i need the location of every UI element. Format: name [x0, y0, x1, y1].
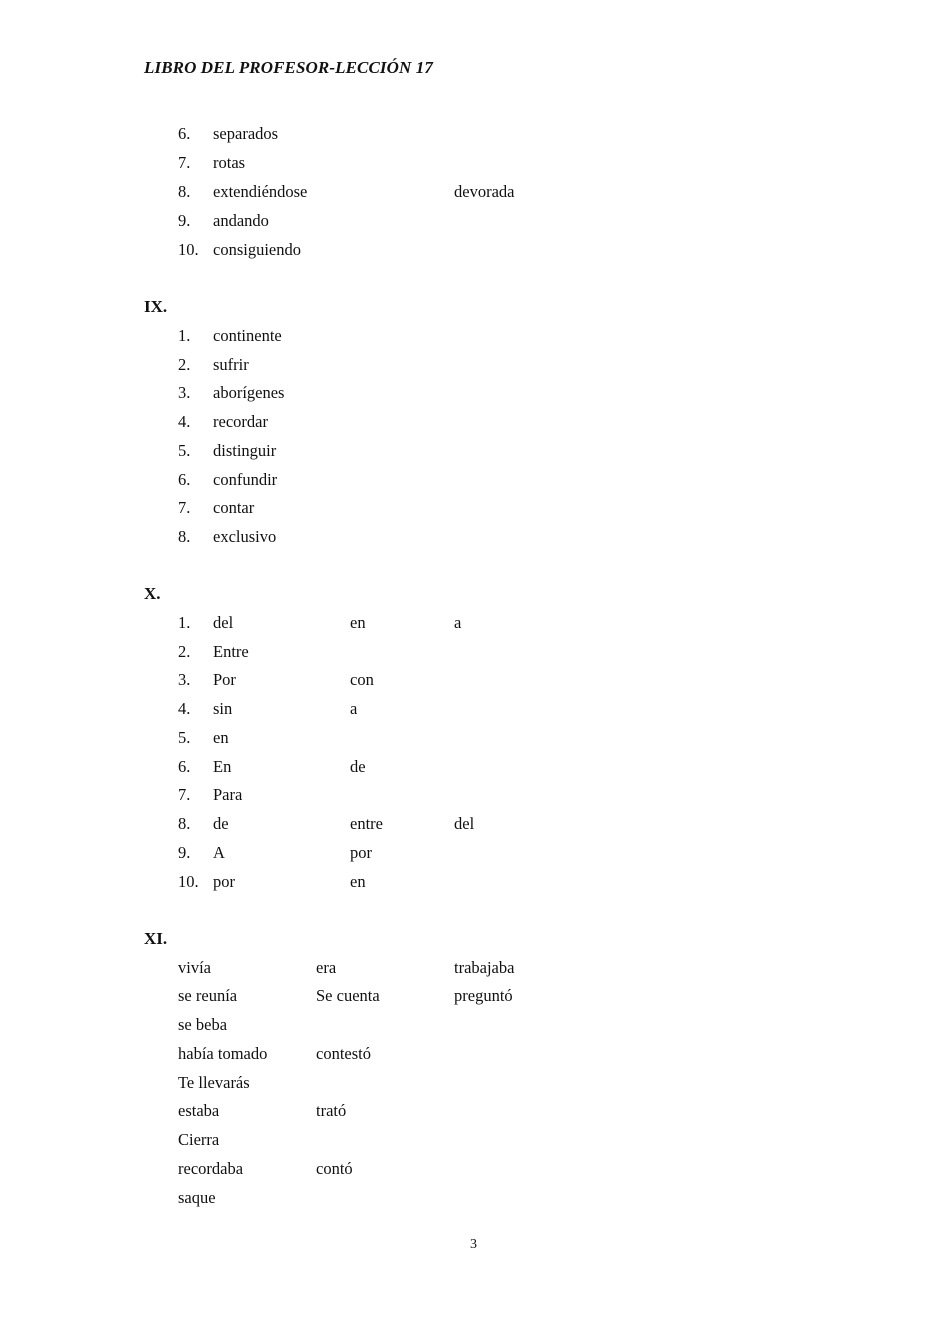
item-number: 7.: [178, 785, 191, 804]
item-number: 7.: [178, 153, 191, 172]
verb-answer-1: se beba: [178, 1015, 228, 1034]
item-number: 4.: [178, 412, 191, 431]
section-xi-label: XI.: [144, 929, 168, 948]
item-answer: A: [213, 843, 225, 862]
item-number: 10.: [178, 872, 199, 891]
item-answer-2: por: [350, 843, 372, 862]
item-number: 2.: [178, 642, 191, 661]
item-number: 6.: [178, 757, 191, 776]
section-ix-label: IX.: [144, 297, 168, 316]
item-answer: en: [213, 728, 229, 747]
item-answer: Entre: [213, 642, 249, 661]
item-answer-2: en: [350, 613, 366, 632]
verb-answer-1: saque: [178, 1188, 216, 1207]
item-number: 3.: [178, 383, 191, 402]
item-number: 8.: [178, 814, 191, 833]
item-number: 2.: [178, 355, 191, 374]
item-answer: recordar: [213, 412, 268, 431]
item-answer: contar: [213, 498, 255, 517]
item-answer: de: [213, 814, 229, 833]
item-answer: consiguiendo: [213, 240, 301, 259]
item-number: 6.: [178, 470, 191, 489]
verb-answer-1: Cierra: [178, 1130, 220, 1149]
item-answer: sin: [213, 699, 233, 718]
item-number: 10.: [178, 240, 199, 259]
verb-answer-2: era: [316, 958, 337, 977]
verb-answer-2: contestó: [316, 1044, 371, 1063]
item-answer: En: [213, 757, 232, 776]
item-answer: continente: [213, 326, 282, 345]
verb-answer-2: Se cuenta: [316, 986, 380, 1005]
item-answer-3: del: [454, 814, 475, 833]
item-answer: exclusivo: [213, 527, 277, 546]
item-number: 1.: [178, 613, 191, 632]
section-x-label: X.: [144, 584, 161, 603]
item-answer-2: entre: [350, 814, 383, 833]
item-number: 8.: [178, 527, 191, 546]
item-number: 9.: [178, 843, 191, 862]
item-number: 9.: [178, 211, 191, 230]
item-number: 6.: [178, 124, 191, 143]
item-number: 3.: [178, 670, 191, 689]
item-answer-secondary: devorada: [454, 182, 515, 201]
verb-answer-1: se reunía: [178, 986, 238, 1005]
item-answer: confundir: [213, 470, 278, 489]
page-number: 3: [470, 1237, 477, 1252]
item-answer: del: [213, 613, 234, 632]
item-answer: rotas: [213, 153, 246, 172]
item-answer: extendiéndose: [213, 182, 308, 201]
verb-answer-1: estaba: [178, 1101, 220, 1120]
item-answer-2: de: [350, 757, 366, 776]
item-answer: separados: [213, 124, 279, 143]
verb-answer-1: había tomado: [178, 1044, 268, 1063]
item-answer-2: en: [350, 872, 366, 891]
verb-answer-3: preguntó: [454, 986, 513, 1005]
verb-answer-3: trabajaba: [454, 958, 515, 977]
item-number: 5.: [178, 441, 191, 460]
item-number: 5.: [178, 728, 191, 747]
item-answer: Para: [213, 785, 243, 804]
item-number: 7.: [178, 498, 191, 517]
page-header-title: LIBRO DEL PROFESOR-LECCIÓN 17: [144, 58, 433, 77]
item-answer-2: con: [350, 670, 374, 689]
item-answer: por: [213, 872, 235, 891]
item-number: 8.: [178, 182, 191, 201]
item-answer: Por: [213, 670, 236, 689]
item-answer-3: a: [454, 613, 462, 632]
item-number: 4.: [178, 699, 191, 718]
item-answer: distinguir: [213, 441, 277, 460]
verb-answer-2: contó: [316, 1159, 353, 1178]
item-number: 1.: [178, 326, 191, 345]
item-answer: aborígenes: [213, 383, 285, 402]
verb-answer-1: recordaba: [178, 1159, 244, 1178]
verb-answer-1: Te llevarás: [178, 1073, 250, 1092]
item-answer: sufrir: [213, 355, 249, 374]
verb-answer-1: vivía: [178, 958, 211, 977]
verb-answer-2: trató: [316, 1101, 347, 1120]
item-answer-2: a: [350, 699, 358, 718]
item-answer: andando: [213, 211, 269, 230]
